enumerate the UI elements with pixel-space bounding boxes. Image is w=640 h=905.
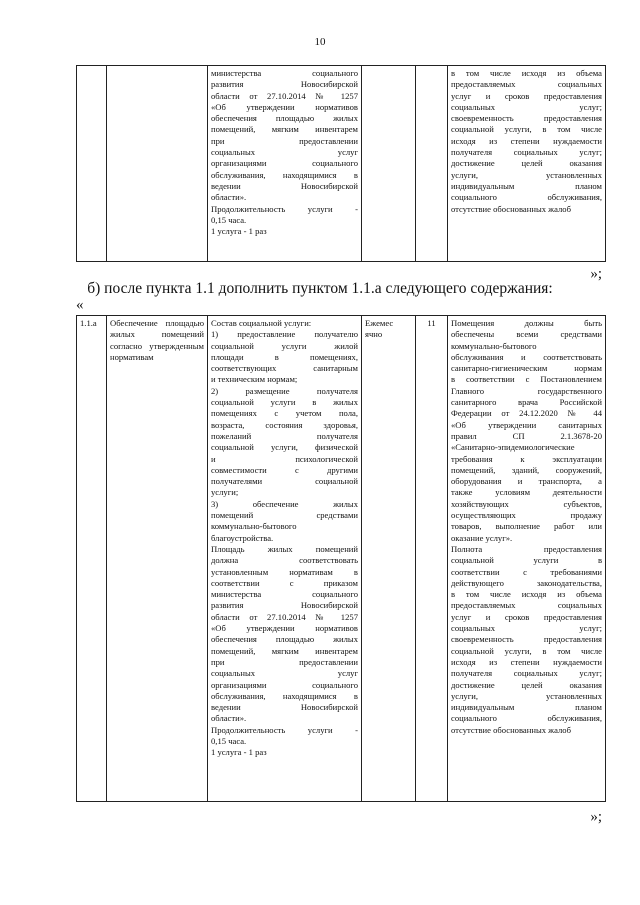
text-line: 0,15 часа. [211,735,247,746]
text-line: товаров, выполнение работ или [451,521,602,532]
text-line: обеспечены всеми средствами [451,329,602,340]
text-line: получателями социальной [211,476,358,487]
text-line: социальных услуг; [451,101,602,112]
text-line: коммунально-бытового [211,521,297,532]
text-line: совместимости с другими [211,464,358,475]
text-line: требования к эксплуатации [451,453,602,464]
text-line: коммунально-бытового [451,340,537,351]
text-line: Продолжительность услуги - [211,203,358,214]
text-line: социального обслуживания, [451,192,602,203]
text-line: соответствии с требованиями [451,566,602,577]
text-line: помещений, мягким инвентарем [211,645,358,656]
text-line: в том числе исходя из объема [451,589,602,600]
text-line: оказание услуг». [451,532,513,543]
text-line: установленным нормативам в [211,566,358,577]
closing-quote: »; [590,809,602,825]
text-line: пожеланий получателя [211,430,358,441]
text-line: развития Новосибирской [211,79,358,90]
text-line: социальной услуги жилой [211,340,358,351]
content-cell [208,316,362,802]
frequency-line: Ежемес [365,318,394,328]
text-line: обслуживания, находящимися в [211,169,358,180]
text-line: социальной услуги, в том числе [451,645,602,656]
text-line: социальной услуги в [451,555,602,566]
amendment-instruction: б) после пункта 1.1 дополнить пунктом 1.1.а следующего содержания: [87,280,553,297]
service-name-cell [107,316,208,802]
text-line: обеспечения площадью жилых [211,113,358,124]
text-line: в том числе исходя из объема [451,68,602,78]
text-line: 3) обеспечение жилых [211,498,358,509]
text-line: министерства социального [211,589,358,600]
text-line: достижение целей оказания [451,158,602,169]
text-line: «Санитарно-эпидемиологические [451,442,575,453]
text-line: осуществляющих продажу [451,510,602,521]
service-name-cell [107,66,208,262]
page-number: 10 [314,36,326,48]
text-line: Главного государственного [451,385,602,396]
frequency-cell [362,66,416,262]
text-line: помещениях с учетом пола, [211,408,358,419]
table-row [77,316,606,802]
text-line: индивидуальным планом [451,180,602,191]
continuation-table [76,65,606,262]
text-line: услуг и сроков предоставления [451,611,602,622]
text-line: 1 услуга - 1 раз [211,226,267,237]
text-line: развития Новосибирской [211,600,358,611]
content-text [211,318,358,759]
count-cell [416,316,448,802]
text-line: ведении Новосибирской [211,702,358,713]
text-line: возраста, состояния здоровья, [211,419,358,430]
quality-text [451,68,602,215]
text-line: социальной услуги в жилых [211,397,358,408]
text-line: предоставляемых социальных [451,79,602,90]
text-line: своевременность предоставления [451,113,602,124]
text-line: своевременность предоставления [451,634,602,645]
requirements-cell [208,66,362,262]
text-line: «Об утверждении нормативов [211,101,358,112]
text-line: социального обслуживания, [451,713,602,724]
quality-text [451,318,602,736]
text-line: также условиям деятельности [451,487,602,498]
text-line: помещений, зданий, сооружений, [451,464,602,475]
text-line: области». [211,713,247,724]
text-line: 2) размещение получателя [211,385,358,396]
text-line: помещений, мягким инвентарем [211,124,358,135]
text-line: площади в помещениях, [211,351,358,362]
quality-cell [448,316,606,802]
text-line: получателя социальных услуг; [451,668,602,679]
text-line: исходя из степени нуждаемости [451,656,602,667]
text-line: организациями социального [211,679,358,690]
text-line: соответствии с приказом [211,577,358,588]
text-line: и психологической [211,453,358,464]
text-line: министерства социального [211,68,358,78]
text-line: 1 услуга - 1 раз [211,747,267,758]
table-row [77,66,606,262]
text-line: отсутствие обоснованных жалоб [451,724,571,735]
text-line: Состав социальной услуги: [211,318,312,328]
text-line: при предоставлении [211,656,358,667]
text-line: ведении Новосибирской [211,180,358,191]
text-line: должна соответствовать [211,555,358,566]
text-line: Федерации от 24.12.2020 № 44 [451,408,602,419]
text-line: помещений средствами [211,510,358,521]
service-name: Обеспечение площадью жилых помещений согласно утвержденным нормативам [110,318,204,362]
text-line: оборудования и транспорта, а [451,476,602,487]
text-line: социальной услуги, физической [211,442,358,453]
text-line: «Об утверждении нормативов [211,623,358,634]
text-line: услуг и сроков предоставления [451,90,602,101]
text-line: индивидуальным планом [451,702,602,713]
closing-quote: »; [590,266,602,282]
text-line: социальной услуги, в том числе [451,124,602,135]
text-line: области от 27.10.2014 № 1257 [211,90,358,101]
count-value: 11 [427,318,436,328]
text-line: и техническим нормам; [211,374,298,385]
text-line: соответствующих санитарным [211,363,358,374]
text-line: получателя социальных услуг; [451,147,602,158]
text-line: услуги, установленных [451,690,602,701]
text-line: исходя из степени нуждаемости [451,135,602,146]
text-line: Полнота предоставления [451,543,602,554]
text-line: 0,15 часа. [211,214,247,225]
text-line: отсутствие обоснованных жалоб [451,203,571,214]
text-line: достижение целей оказания [451,679,602,690]
frequency-cell [362,316,416,802]
text-line: «Об утверждении санитарных [451,419,602,430]
text-line: действующего законодательства, [451,577,602,588]
text-line: Помещения должны быть [451,318,602,328]
num-cell: 1.1.а [77,316,107,802]
service-table [76,315,606,802]
text-line: области». [211,192,247,203]
num-cell [77,66,107,262]
text-line: в соответствии с Постановлением [451,374,602,385]
frequency-line: ячно [365,329,383,340]
count-cell [416,66,448,262]
text-line: Площадь жилых помещений [211,543,358,554]
text-line: услуги, установленных [451,169,602,180]
text-line: обслуживания, находящимися в [211,690,358,701]
text-line: услуги; [211,487,239,498]
text-line: организациями социального [211,158,358,169]
text-line: 1) предоставление получателю [211,329,358,340]
text-line: области от 27.10.2014 № 1257 [211,611,358,622]
text-line: санитарного врача Российской [451,397,602,408]
text-line: социальных услуг; [451,623,602,634]
text-line: социальных услуг [211,668,358,679]
quality-cell [448,66,606,262]
text-line: благоустройства. [211,532,274,543]
text-line: Продолжительность услуги - [211,724,358,735]
text-line: при предоставлении [211,135,358,146]
text-line: санитарно-гигиеническим нормам [451,363,602,374]
text-line: хозяйствующих субъектов, [451,498,602,509]
text-line: правил СП 2.1.3678-20 [451,430,602,441]
text-line: обеспечения площадью жилых [211,634,358,645]
text-line: предоставляемых социальных [451,600,602,611]
text-line: социальных услуг [211,147,358,158]
opening-quote: « [76,297,84,313]
requirements-text [211,68,358,237]
text-line: обслуживания и соответствовать [451,351,602,362]
